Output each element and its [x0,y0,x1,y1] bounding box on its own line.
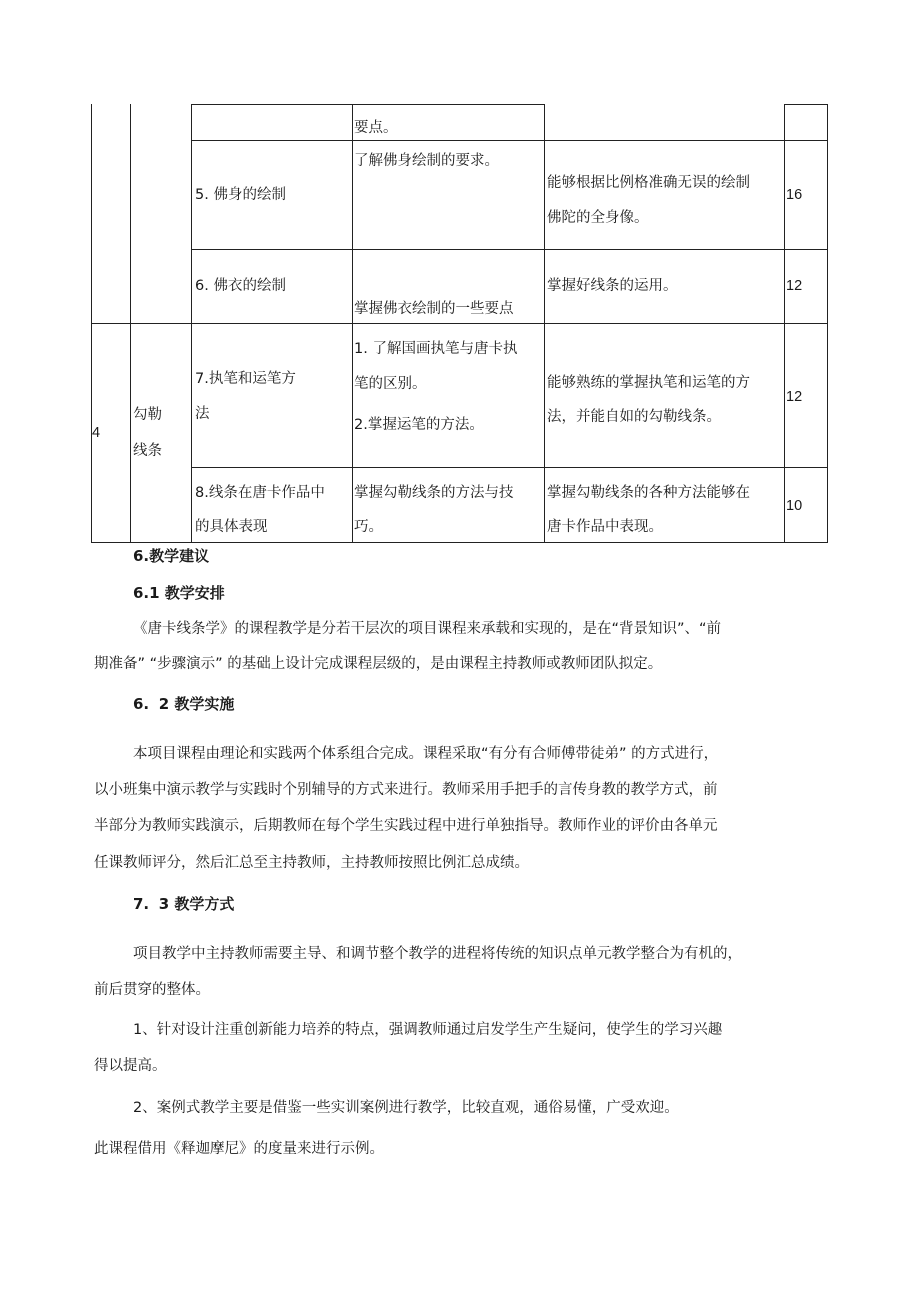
table-rule [91,323,828,324]
paragraph-line: 此课程借用《释迦摩尼》的度量来进行示例。 [94,1141,384,1157]
table-rule [544,104,545,543]
table-cell-topic: 6. 佛衣的绘制 [195,278,286,294]
paragraph-line: 任课教师评分，然后汇总至主持教师，主持教师按照比例汇总成绩。 [94,855,529,871]
table-cell-content: 掌握佛衣绘制的一些要点 [354,301,514,317]
paragraph-line: 期准备” “步骤演示” 的基础上设计完成课程层级的，是由课程主持教师或教师团队拟定。 [94,656,663,672]
table-cell-content: 巧。 [354,519,383,535]
table-rule [191,467,828,468]
table-cell-content: 1. 了解国画执笔与唐卡执 [354,341,518,357]
table-rule [191,140,828,141]
table-cell-hours: 16 [786,187,803,203]
table-cell-goal: 法，并能自如的勾勒线条。 [547,409,721,425]
section-title-6-1: 6.1 教学安排 [133,584,225,602]
table-rule [784,104,828,105]
table-cell-topic: 5. 佛身的绘制 [195,187,286,203]
table-cell-topic: 法 [195,406,210,422]
table-cell-topic: 的具体表现 [195,519,268,535]
table-cell-goal: 佛陀的全身像。 [547,210,649,226]
paragraph-line: 半部分为教师实践演示，后期教师在每个学生实践过程中进行单独指导。教师作业的评价由各单元 [94,818,718,834]
table-cell-goal: 能够根据比例格准确无误的绘制 [547,175,750,191]
table-cell-goal: 能够熟练的掌握执笔和运笔的方 [547,375,750,391]
table-cell-content: 了解佛身绘制的要求。 [354,153,499,169]
list-item: 1、针对设计注重创新能力培养的特点，强调教师通过启发学生产生疑问，使学生的学习兴趣 [133,1022,723,1038]
paragraph-line: 以小班集中演示教学与实践时个别辅导的方式来进行。教师采用手把手的言传身教的教学方式，前 [94,782,718,798]
table-cell-module: 勾勒 [133,407,162,423]
paragraph-line: 前后贯穿的整体。 [94,982,210,998]
section-number: 6. [133,695,150,713]
table-cell-content: 掌握勾勒线条的方法与技 [354,485,514,501]
table-cell-module: 线条 [133,443,162,459]
table-rule [91,104,92,543]
section-title-7-3 [133,893,234,914]
table-cell-goal: 唐卡作品中表现。 [547,519,663,535]
table-cell-index: 4 [92,425,101,441]
section-label: 3 教学方式 [158,895,235,913]
paragraph-line: 本项目课程由理论和实践两个体系组合完成。课程采取“有分有合师傅带徒弟” 的方式进行， [133,746,719,762]
paragraph-line: 项目教学中主持教师需要主导、和调节整个教学的进程将传统的知识点单元教学整合为有机的， [133,946,742,962]
table-cell-content: 要点。 [354,120,398,136]
table-rule [352,104,353,543]
table-rule [191,249,828,250]
section-title-6-2 [133,693,234,714]
section-label: 2 教学实施 [158,695,235,713]
table-rule [827,104,828,543]
table-cell-topic: 8.线条在唐卡作品中 [195,485,325,501]
table-rule [91,542,828,543]
table-cell-content: 2.掌握运笔的方法。 [354,417,484,433]
table-rule [191,104,192,543]
table-cell-hours: 10 [786,498,803,514]
table-rule [191,104,545,105]
list-item: 2、案例式教学主要是借鉴一些实训案例进行教学，比较直观，通俗易懂，广受欢迎。 [133,1100,679,1116]
list-item: 得以提高。 [94,1058,167,1074]
table-cell-content: 笔的区别。 [354,376,427,392]
table-cell-goal: 掌握勾勒线条的各种方法能够在 [547,485,750,501]
paragraph-line: 《唐卡线条学》的课程教学是分若干层次的项目课程来承载和实现的，是在“背景知识”、“前 [133,621,722,637]
section-number: 7. [133,895,150,913]
table-rule [130,104,131,543]
table-cell-hours: 12 [786,278,803,294]
table-cell-topic: 7.执笔和运笔方 [195,371,296,387]
table-rule [784,104,785,543]
table-cell-goal: 掌握好线条的运用。 [547,278,678,294]
table-cell-hours: 12 [786,389,803,405]
section-title-6: 6.教学建议 [133,547,210,565]
